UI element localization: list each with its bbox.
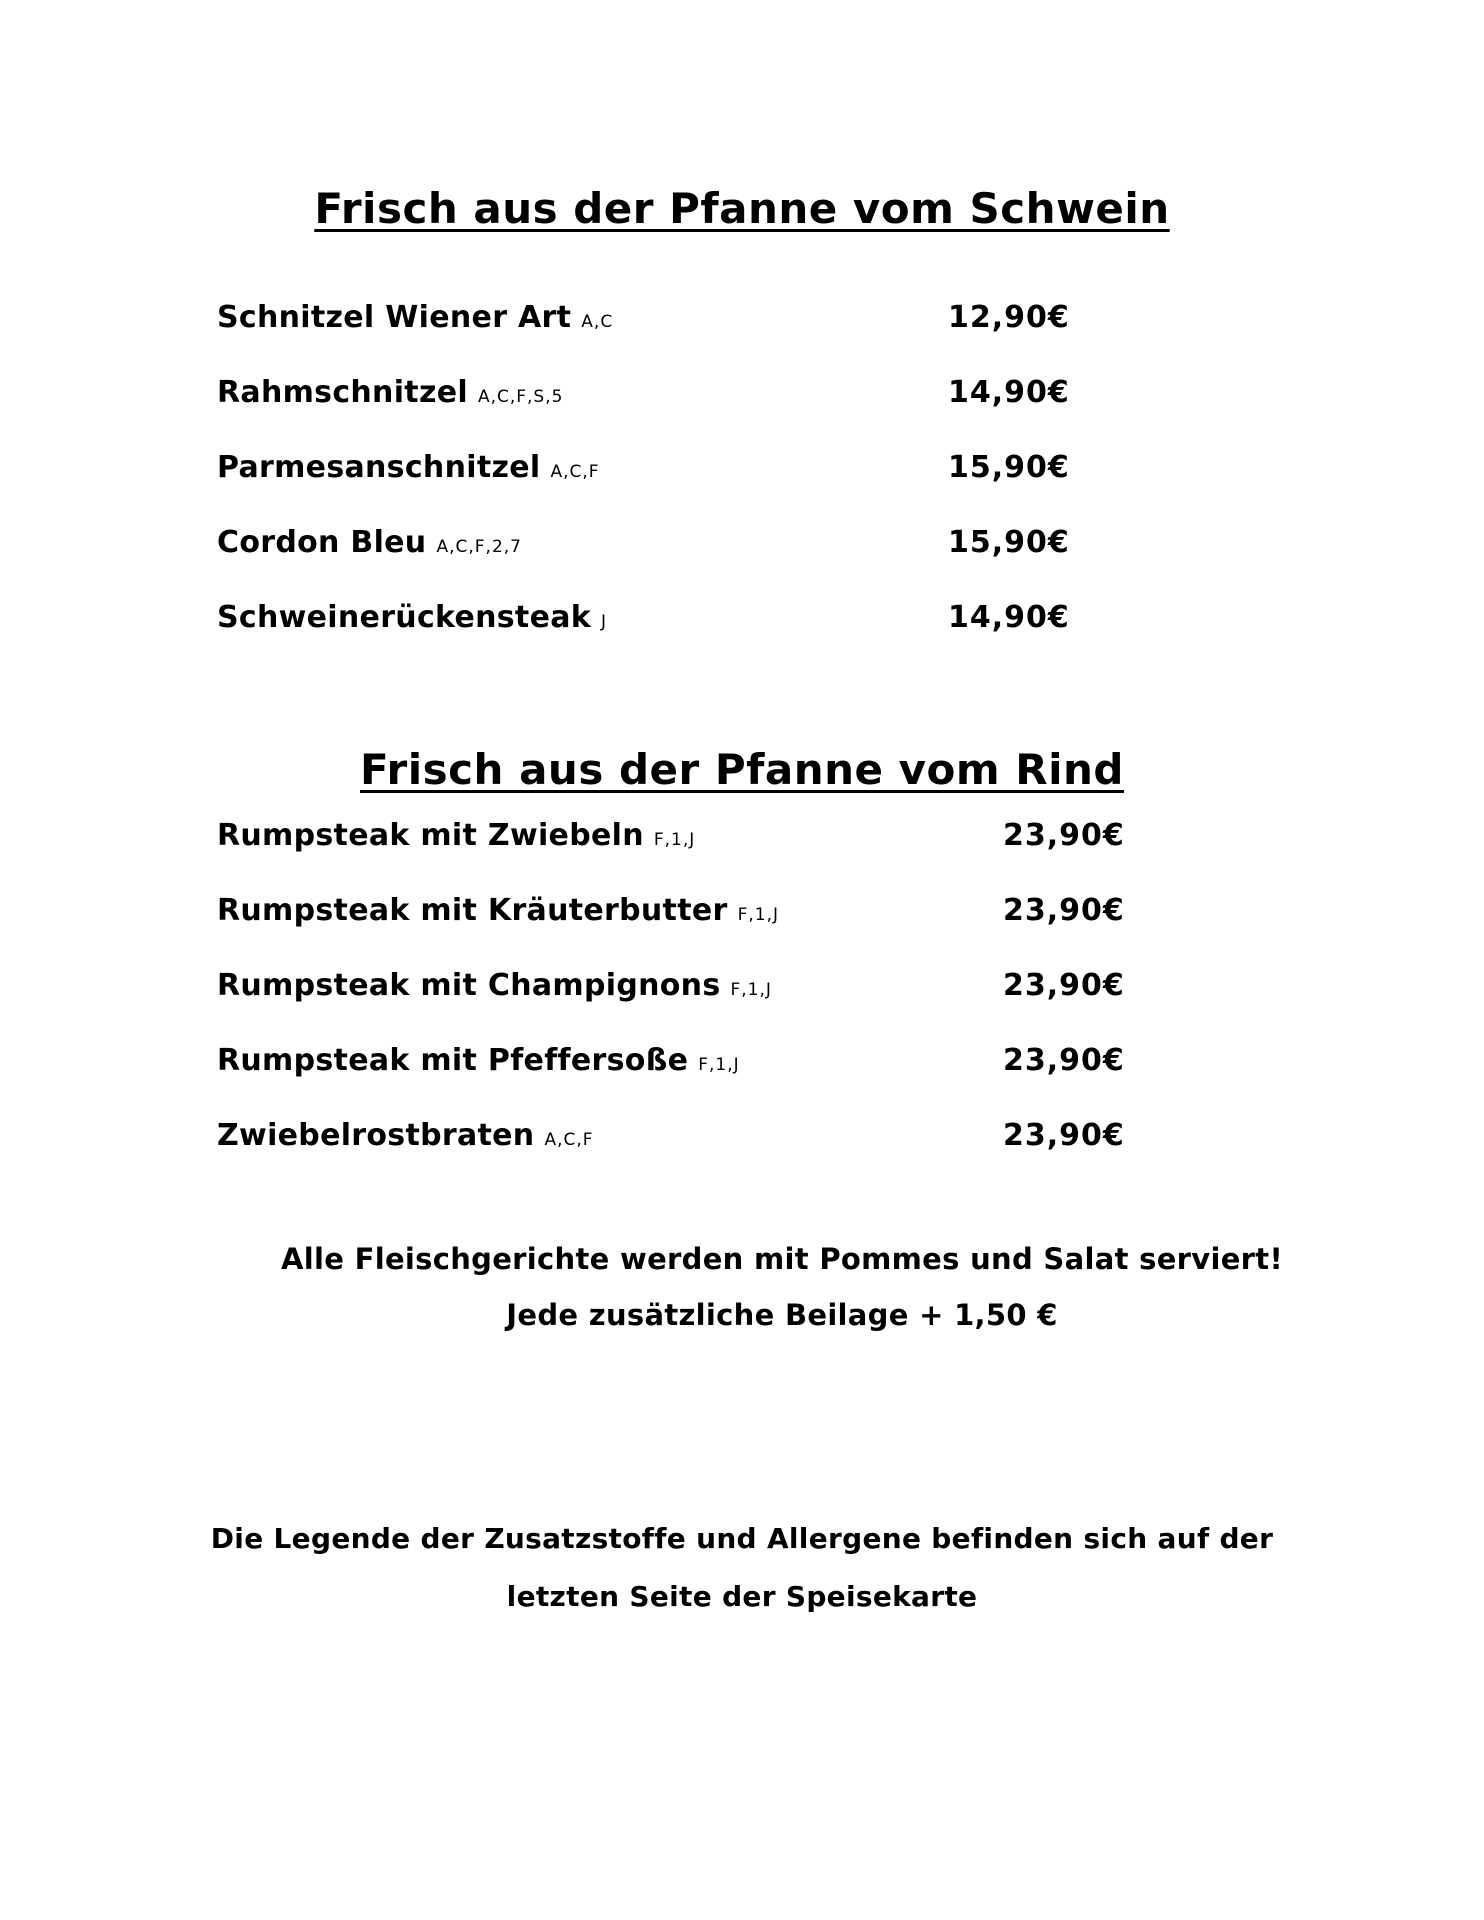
section-title-rind: Frisch aus der Pfanne vom Rind [360, 745, 1124, 794]
menu-item-price: 15,90€ [948, 450, 1070, 485]
allergen-codes: F,1,J [730, 980, 772, 1000]
menu-item-name: Schnitzel Wiener Art A,C [217, 300, 614, 335]
allergen-codes: A,C,F,2,7 [436, 537, 522, 557]
allergen-codes: J [601, 612, 608, 632]
allergen-codes: A,C [581, 312, 614, 332]
allergen-codes: A,C,F [550, 462, 600, 482]
allergen-codes: A,C,F [544, 1130, 594, 1150]
menu-item-price: 23,90€ [1003, 893, 1125, 928]
allergen-codes: F,1,J [698, 1055, 740, 1075]
menu-item-price: 15,90€ [948, 525, 1070, 560]
menu-item-name: Rahmschnitzel A,C,F,S,5 [217, 375, 564, 410]
menu-item-price: 23,90€ [1003, 1118, 1125, 1153]
legend-note: Die Legende der Zusatzstoffe und Allergene befinden sich auf der [210, 1522, 1274, 1555]
menu-item-name: Rumpsteak mit Champignons F,1,J [217, 968, 772, 1003]
allergen-codes: F,1,J [737, 905, 780, 925]
section-title-schwein: Frisch aus der Pfanne vom Schwein [314, 184, 1170, 233]
menu-item-name: Rumpsteak mit Zwiebeln F,1,J [217, 818, 696, 853]
menu-item-price: 14,90€ [948, 375, 1070, 410]
allergen-codes: A,C,F,S,5 [477, 387, 564, 407]
menu-item-price: 23,90€ [1003, 818, 1125, 853]
menu-item-name: Rumpsteak mit Kräuterbutter F,1,J [217, 893, 780, 928]
menu-item-price: 12,90€ [948, 300, 1070, 335]
side-dishes-note: Alle Fleischgerichte werden mit Pommes und Salat serviert! [281, 1242, 1283, 1276]
menu-item-name: Parmesanschnitzel A,C,F [217, 450, 600, 485]
menu-item-name: Cordon Bleu A,C,F,2,7 [217, 525, 522, 560]
menu-item-price: 23,90€ [1003, 968, 1125, 1003]
menu-item-name: Schweinerückensteak J [217, 600, 608, 635]
extra-side-dish-price-note: Jede zusätzliche Beilage + 1,50 € [506, 1298, 1058, 1332]
menu-item-price: 23,90€ [1003, 1043, 1125, 1078]
menu-item-name: Rumpsteak mit Pfeffersoße F,1,J [217, 1043, 740, 1078]
allergen-codes: F,1,J [653, 830, 696, 850]
menu-item-name: Zwiebelrostbraten A,C,F [217, 1118, 594, 1153]
legend-note-continued: letzten Seite der Speisekarte [506, 1580, 978, 1613]
menu-item-price: 14,90€ [948, 600, 1070, 635]
